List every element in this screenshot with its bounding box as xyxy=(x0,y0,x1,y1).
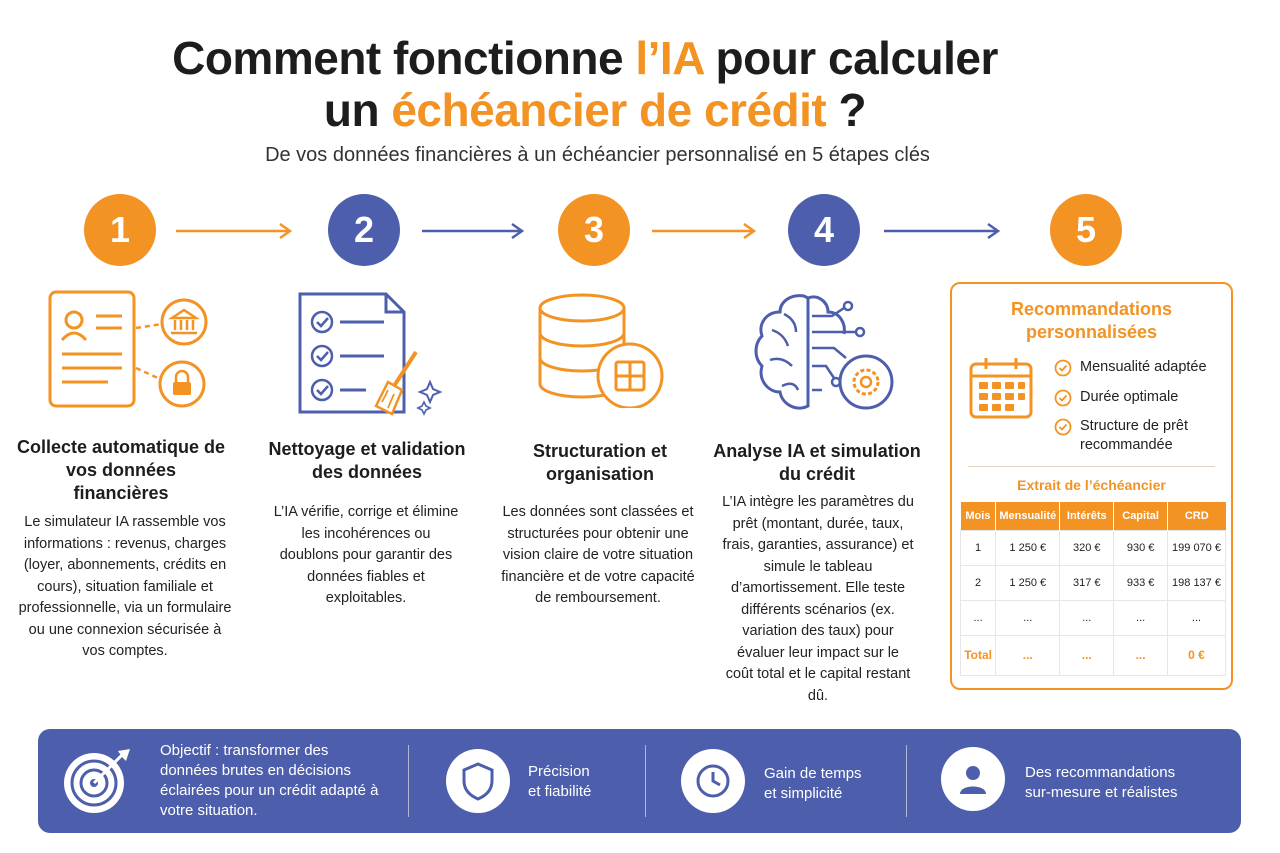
recommendation-text: Durée optimale xyxy=(1080,389,1179,405)
step-2-title: Nettoyage et validation des données xyxy=(268,439,466,482)
table-cell: 930 € xyxy=(1114,530,1168,565)
check-circle-icon xyxy=(1054,359,1072,377)
table-cell: 199 070 € xyxy=(1168,530,1226,565)
recommendation-item xyxy=(1054,358,1224,380)
recommendation-item xyxy=(1054,388,1224,410)
calendar-icon xyxy=(968,356,1034,420)
title-text: pour calculer xyxy=(703,32,998,84)
table-total-row xyxy=(961,635,1226,675)
arrow-right-icon xyxy=(176,222,296,240)
recommendation-text: Structure de prêt recommandée xyxy=(1080,418,1188,453)
table-cell: 2 xyxy=(961,565,996,600)
title-highlight: l’IA xyxy=(635,32,704,84)
step-number-5: 5 xyxy=(1050,194,1122,266)
shield-icon xyxy=(446,749,510,813)
divider xyxy=(645,745,646,817)
title-text: Comment fonctionne xyxy=(172,32,636,84)
table-cell: 933 € xyxy=(1114,565,1168,600)
table-row xyxy=(961,600,1226,635)
table-cell: 1 250 € xyxy=(996,565,1060,600)
table-cell: ... xyxy=(996,635,1060,675)
table-row xyxy=(961,530,1226,565)
arrow-right-icon xyxy=(652,222,760,240)
summary-banner xyxy=(38,729,1241,833)
step-2-description: L’IA vérifie, corrige et élimine les incohérences ou doublons pour garantir des données fiables et exploitables. xyxy=(273,504,459,606)
step-3-description: Les données sont classées et structurées pour obtenir une vision claire de votre situation financière et de votre capacité de remboursement. xyxy=(501,504,695,606)
checklist-broom-icon xyxy=(296,290,446,416)
benefit-line: Gain de temps xyxy=(764,765,862,782)
divider xyxy=(408,745,409,817)
arrow-right-icon xyxy=(422,222,528,240)
table-cell: 0 € xyxy=(1168,635,1226,675)
table-cell: ... xyxy=(961,600,996,635)
table-cell: 317 € xyxy=(1060,565,1114,600)
step-1-description: Le simulateur IA rassemble vos informations : revenus, charges (loyer, abonnements, crédits en cours), situation familiale et professionnelle, via un formulaire ou une connexion sécurisée à vos comptes. xyxy=(18,514,232,659)
table-header-row xyxy=(961,502,1226,530)
table-cell: 1 250 € xyxy=(996,530,1060,565)
title-text: ? xyxy=(826,84,867,136)
database-grid-icon xyxy=(536,292,666,408)
benefit-line: et simplicité xyxy=(764,785,843,802)
brain-circuit-gear-icon xyxy=(752,290,898,414)
divider xyxy=(968,466,1215,467)
benefit-line: et fiabilité xyxy=(528,783,592,800)
check-circle-icon xyxy=(1054,418,1072,436)
schedule-table xyxy=(960,502,1226,676)
column-header: Mois xyxy=(961,502,996,530)
table-cell: ... xyxy=(1168,600,1226,635)
table-cell: 1 xyxy=(961,530,996,565)
step-3-title: Structuration et organisation xyxy=(532,441,667,484)
benefit-line: sur-mesure et réalistes xyxy=(1025,784,1178,801)
benefit-time xyxy=(764,764,904,804)
profile-form-bank-lock-icon xyxy=(46,288,216,410)
table-cell: 320 € xyxy=(1060,530,1114,565)
step-number-3: 3 xyxy=(558,194,630,266)
divider xyxy=(906,745,907,817)
table-cell: ... xyxy=(1060,635,1114,675)
title-text: un xyxy=(323,84,392,136)
table-cell: ... xyxy=(1060,600,1114,635)
column-header: CRD xyxy=(1168,502,1226,530)
column-header: Capital xyxy=(1114,502,1168,530)
recommendations-card xyxy=(950,282,1233,690)
benefit-precision xyxy=(528,762,648,802)
objective-body: : transformer des données brutes en décisions éclairées pour un crédit adapté à votre situation. xyxy=(160,742,379,819)
page-subtitle: De vos données financières à un échéancier personnalisé en 5 étapes clés xyxy=(265,144,930,166)
benefit-line: Précision xyxy=(528,763,590,780)
table-cell: ... xyxy=(996,600,1060,635)
step-number-2: 2 xyxy=(328,194,400,266)
page-title-line1 xyxy=(0,32,1170,84)
step-4-description: L’IA intègre les paramètres du prêt (montant, durée, taux, frais, garanties, assurance) et simule le tableau d’amortissement. Elle teste différents scénarios (ex. variation des taux) pour évaluer leur impact sur le coût total et le capital restant dû. xyxy=(722,494,914,704)
arrow-right-icon xyxy=(884,222,1004,240)
clock-icon xyxy=(681,749,745,813)
table-row xyxy=(961,565,1226,600)
step-number-4: 4 xyxy=(788,194,860,266)
table-cell: ... xyxy=(1114,600,1168,635)
table-cell: Total xyxy=(961,635,996,675)
recommendation-item xyxy=(1054,417,1224,459)
title-highlight: échéancier de crédit xyxy=(391,84,827,136)
user-icon xyxy=(941,747,1005,811)
schedule-title: Extrait de l’échéancier xyxy=(1017,477,1166,493)
column-header: Intérêts xyxy=(1060,502,1114,530)
step-5-title: Recommandations personnalisées xyxy=(1010,299,1173,342)
benefit-custom xyxy=(1025,763,1225,803)
step-number-1: 1 xyxy=(84,194,156,266)
table-cell: 198 137 € xyxy=(1168,565,1226,600)
check-circle-icon xyxy=(1054,389,1072,407)
step-4-title: Analyse IA et simulation du crédit xyxy=(713,441,921,484)
recommendation-text: Mensualité adaptée xyxy=(1080,359,1207,375)
table-cell: ... xyxy=(1114,635,1168,675)
step-1-title: Collecte automatique de vos données financières xyxy=(16,437,226,503)
page-title-line2 xyxy=(10,84,1180,136)
objective-text xyxy=(160,741,380,821)
benefit-line: Des recommandations xyxy=(1025,764,1176,781)
column-header: Mensualité xyxy=(996,502,1060,530)
target-icon xyxy=(60,745,134,817)
objective-label: Objectif xyxy=(160,742,211,759)
